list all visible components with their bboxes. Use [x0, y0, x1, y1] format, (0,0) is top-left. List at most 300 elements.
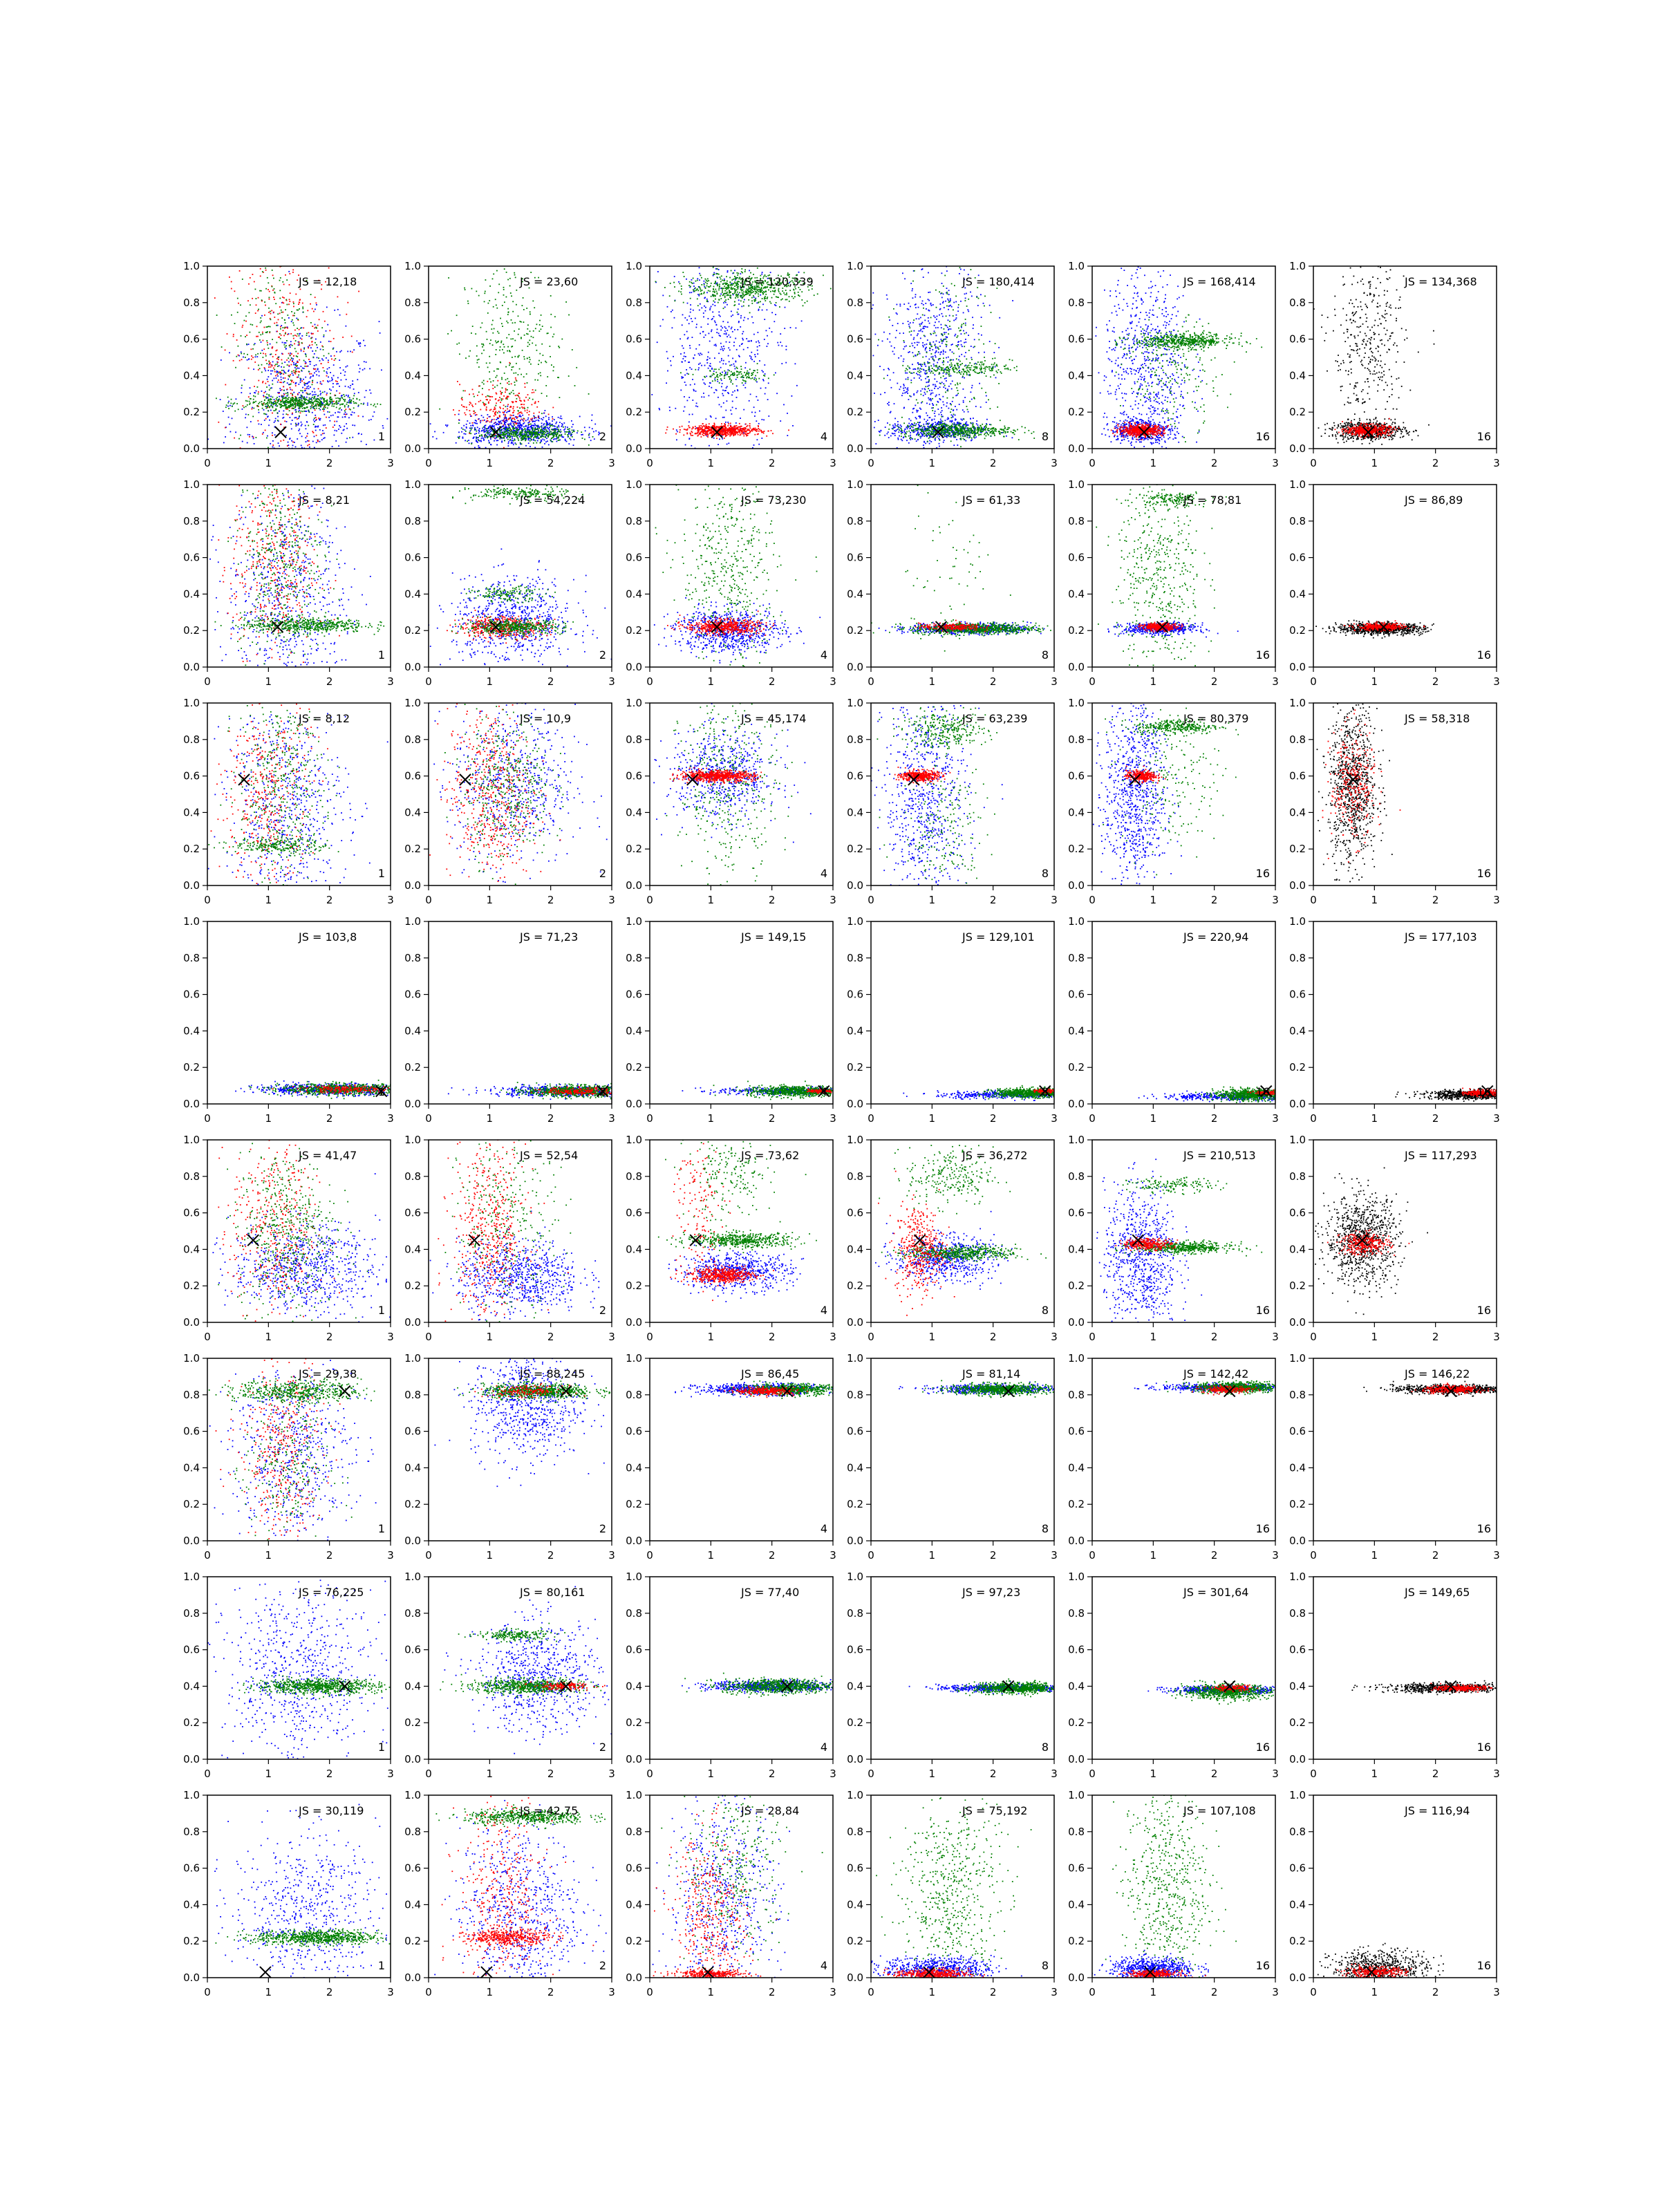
data-point: [722, 288, 723, 290]
data-point: [253, 438, 254, 440]
data-point: [330, 397, 331, 398]
data-point: [657, 271, 659, 272]
data-point: [751, 352, 752, 353]
data-point: [300, 390, 301, 391]
data-point: [739, 346, 740, 347]
data-point: [500, 438, 501, 440]
data-point: [547, 333, 548, 335]
data-point: [305, 437, 306, 438]
data-point: [515, 277, 516, 279]
data-point: [270, 344, 271, 345]
data-point: [518, 447, 520, 448]
data-point: [248, 396, 250, 397]
data-point: [466, 427, 467, 429]
x-tick-label: 1: [487, 457, 494, 469]
data-point: [347, 351, 348, 353]
data-point: [341, 350, 342, 352]
data-point: [315, 398, 317, 400]
data-point: [731, 270, 732, 272]
data-point: [223, 411, 224, 412]
data-point: [507, 346, 509, 348]
data-point: [727, 374, 728, 375]
data-point: [268, 381, 269, 382]
data-point: [727, 292, 728, 293]
data-point: [715, 299, 716, 300]
data-point: [701, 354, 702, 355]
data-point: [273, 297, 274, 298]
data-point: [693, 283, 695, 284]
data-point: [519, 368, 521, 370]
data-point: [258, 380, 259, 382]
data-point: [789, 290, 791, 291]
data-point: [695, 348, 697, 350]
data-point: [324, 335, 325, 336]
data-point: [713, 291, 714, 292]
data-point: [500, 402, 501, 403]
data-point: [731, 316, 732, 317]
data-point: [274, 299, 275, 300]
data-point: [703, 293, 704, 294]
data-point: [327, 407, 328, 409]
data-point: [712, 304, 713, 306]
data-point: [299, 308, 300, 310]
data-point: [226, 404, 227, 406]
data-point: [290, 359, 291, 361]
data-point: [568, 315, 570, 316]
data-point: [732, 331, 733, 332]
data-point: [790, 327, 791, 328]
data-point: [324, 433, 325, 434]
data-point: [314, 353, 315, 355]
data-point: [538, 401, 539, 402]
data-point: [526, 308, 527, 309]
data-point: [726, 387, 727, 388]
data-point: [527, 328, 528, 330]
data-point: [469, 432, 471, 433]
data-point: [339, 367, 341, 368]
data-point: [434, 431, 435, 433]
data-point: [546, 424, 547, 426]
data-point: [317, 403, 318, 404]
data-point: [281, 370, 283, 371]
data-point: [339, 351, 341, 353]
data-point: [567, 431, 568, 433]
data-point: [718, 290, 720, 291]
data-point: [328, 268, 330, 269]
data-point: [474, 427, 476, 429]
data-point: [270, 326, 271, 328]
data-point: [529, 422, 530, 423]
data-point: [726, 334, 727, 335]
data-point: [537, 428, 538, 429]
data-point: [489, 430, 490, 431]
data-point: [509, 433, 510, 435]
data-point: [279, 298, 281, 299]
data-point: [302, 308, 303, 310]
data-point: [352, 352, 353, 353]
data-point: [744, 367, 746, 368]
data-point: [732, 391, 733, 393]
data-point: [705, 310, 706, 312]
data-point: [509, 411, 510, 412]
data-point: [553, 334, 554, 335]
data-point: [354, 393, 355, 394]
data-point: [674, 276, 675, 277]
data-point: [738, 314, 740, 315]
data-point: [755, 412, 756, 413]
data-point: [290, 341, 292, 342]
data-point: [760, 291, 761, 292]
data-point: [518, 356, 519, 357]
data-point: [568, 435, 569, 437]
data-point: [317, 398, 319, 400]
data-point: [576, 367, 577, 368]
data-point: [342, 337, 344, 338]
data-point: [527, 431, 528, 433]
data-point: [695, 426, 696, 427]
data-point: [531, 428, 532, 429]
data-point: [284, 405, 285, 406]
data-point: [290, 397, 292, 399]
data-point: [556, 435, 557, 437]
data-point: [344, 413, 345, 415]
data-point: [760, 294, 761, 296]
data-point: [738, 299, 740, 301]
data-point: [352, 380, 353, 382]
data-point: [737, 274, 738, 276]
data-point: [294, 406, 296, 407]
data-point: [317, 330, 319, 332]
data-point: [280, 424, 281, 425]
data-point: [287, 398, 288, 400]
data-point: [479, 435, 480, 436]
data-point: [533, 432, 534, 433]
data-point: [301, 445, 302, 447]
data-point: [778, 290, 779, 291]
data-point: [734, 285, 735, 287]
data-point: [283, 284, 285, 285]
data-point: [682, 358, 684, 359]
data-point: [753, 322, 754, 324]
data-point: [471, 288, 473, 290]
data-point: [300, 382, 301, 383]
data-point: [532, 430, 534, 431]
data-point: [713, 392, 715, 393]
data-point: [290, 387, 291, 388]
data-point: [710, 308, 711, 309]
data-point: [462, 397, 463, 398]
data-point: [265, 397, 267, 399]
data-point: [368, 420, 370, 421]
data-point: [561, 415, 562, 417]
data-point: [225, 406, 227, 408]
data-point: [297, 333, 299, 335]
data-point: [289, 273, 290, 274]
data-point: [714, 345, 715, 346]
data-point: [266, 407, 268, 409]
data-point: [456, 442, 457, 444]
data-point: [512, 421, 514, 422]
data-point: [514, 435, 516, 437]
data-point: [756, 420, 757, 422]
data-point: [547, 433, 548, 434]
data-point: [258, 309, 259, 310]
data-point: [346, 366, 347, 368]
data-point: [310, 377, 311, 379]
data-point: [533, 415, 534, 417]
data-point: [534, 307, 535, 308]
data-point: [302, 396, 303, 397]
data-point: [348, 405, 349, 406]
data-point: [502, 434, 503, 435]
data-point: [348, 402, 349, 403]
data-point: [794, 290, 795, 291]
data-point: [301, 350, 302, 352]
data-point: [277, 362, 279, 363]
data-point: [533, 330, 534, 332]
data-point: [720, 298, 722, 299]
data-point: [515, 401, 516, 402]
data-point: [319, 429, 321, 431]
data-point: [701, 396, 702, 397]
data-point: [513, 415, 514, 416]
data-point: [533, 440, 534, 441]
data-point: [785, 307, 786, 308]
data-point: [503, 289, 505, 290]
data-point: [521, 427, 522, 429]
data-point: [711, 319, 713, 320]
data-point: [539, 353, 541, 355]
data-point: [358, 433, 359, 434]
data-point: [764, 297, 765, 299]
data-point: [803, 272, 805, 274]
data-point: [760, 301, 761, 303]
data-point: [563, 422, 565, 424]
data-point: [277, 375, 279, 377]
data-point: [717, 283, 718, 285]
data-point: [513, 429, 514, 430]
data-point: [299, 429, 300, 430]
data-point: [263, 402, 265, 404]
data-point: [509, 362, 510, 364]
data-point: [478, 433, 480, 434]
data-point: [529, 330, 531, 332]
data-point: [476, 437, 478, 438]
data-point: [547, 431, 549, 432]
data-point: [326, 371, 328, 373]
data-point: [253, 399, 254, 400]
data-point: [726, 287, 727, 288]
data-point: [713, 286, 715, 288]
data-point: [522, 350, 523, 351]
data-point: [505, 420, 507, 422]
data-point: [757, 353, 758, 355]
data-point: [500, 391, 501, 392]
data-point: [275, 303, 276, 304]
data-point: [491, 419, 493, 420]
data-point: [487, 395, 488, 397]
data-point: [338, 403, 339, 404]
data-point: [546, 362, 547, 363]
data-point: [735, 297, 736, 299]
data-point: [556, 438, 557, 440]
data-point: [529, 344, 530, 345]
data-point: [488, 303, 489, 304]
data-point: [306, 435, 308, 437]
data-point: [328, 417, 330, 418]
data-point: [512, 408, 514, 409]
data-point: [482, 438, 484, 439]
data-point: [514, 442, 516, 444]
data-point: [317, 427, 319, 428]
data-point: [349, 437, 350, 438]
data-point: [519, 436, 521, 438]
data-point: [323, 311, 324, 312]
data-point: [782, 290, 783, 292]
data-point: [245, 417, 246, 418]
data-point: [724, 285, 725, 287]
data-point: [745, 380, 747, 382]
data-point: [516, 363, 517, 364]
data-point: [327, 380, 328, 382]
data-point: [537, 440, 538, 442]
data-point: [509, 435, 511, 437]
data-point: [735, 291, 736, 292]
data-point: [346, 428, 348, 429]
data-point: [312, 397, 313, 398]
data-point: [509, 278, 511, 279]
data-point: [271, 353, 272, 355]
data-point: [329, 330, 330, 331]
data-point: [785, 290, 787, 291]
data-point: [727, 386, 728, 387]
data-point: [259, 368, 261, 369]
data-point: [305, 407, 306, 409]
y-tick-label: 1.0: [404, 260, 421, 272]
data-point: [277, 413, 279, 414]
data-point: [276, 358, 278, 359]
data-point: [538, 360, 540, 362]
data-point: [332, 415, 334, 416]
data-point: [262, 271, 263, 272]
data-point: [486, 409, 487, 410]
data-point: [758, 342, 760, 344]
data-point: [296, 363, 297, 364]
data-point: [699, 310, 700, 311]
data-point: [712, 380, 713, 382]
data-point: [572, 427, 573, 428]
data-point: [358, 392, 359, 393]
data-point: [579, 416, 581, 418]
data-point: [496, 375, 498, 377]
data-point: [706, 376, 707, 377]
data-point: [688, 414, 690, 415]
data-point: [529, 397, 530, 399]
data-point: [268, 447, 269, 449]
data-point: [731, 413, 733, 415]
data-point: [306, 388, 308, 389]
data-point: [303, 411, 305, 412]
data-point: [313, 432, 315, 433]
data-point: [506, 297, 507, 298]
data-point: [521, 406, 523, 408]
data-point: [482, 394, 483, 395]
data-point: [758, 378, 760, 379]
data-point: [241, 388, 243, 389]
data-point: [260, 276, 261, 277]
data-point: [266, 363, 268, 364]
data-point: [717, 381, 718, 382]
data-point: [541, 440, 542, 442]
data-point: [326, 393, 328, 394]
data-point: [692, 321, 693, 322]
data-point: [478, 359, 480, 360]
data-point: [505, 366, 507, 368]
data-point: [353, 349, 355, 350]
data-point: [470, 433, 471, 434]
data-point: [493, 426, 494, 427]
data-point: [577, 432, 578, 433]
data-point: [706, 285, 708, 287]
data-point: [729, 292, 730, 294]
data-point: [573, 444, 574, 446]
data-point: [292, 270, 294, 271]
data-point: [337, 297, 339, 298]
js-score-label: JS = 12,18: [298, 275, 357, 288]
x-tick-label: 2: [326, 457, 333, 469]
data-point: [322, 403, 324, 404]
data-point: [736, 272, 738, 274]
data-point: [302, 391, 303, 392]
data-point: [305, 377, 306, 378]
data-point: [733, 373, 734, 375]
data-point: [276, 350, 277, 352]
data-point: [725, 364, 727, 365]
data-point: [323, 397, 324, 399]
data-point: [715, 322, 716, 324]
data-point: [516, 304, 517, 306]
data-point: [530, 272, 532, 273]
data-point: [511, 383, 512, 384]
data-point: [292, 445, 294, 447]
data-point: [283, 371, 285, 373]
data-point: [484, 301, 485, 303]
data-point: [290, 379, 292, 381]
data-point: [462, 406, 464, 407]
data-point: [745, 292, 747, 293]
data-point: [751, 375, 752, 376]
data-point: [685, 384, 686, 386]
data-point: [724, 417, 725, 418]
data-point: [744, 271, 746, 272]
data-point: [272, 397, 274, 398]
data-point: [521, 411, 522, 413]
data-point: [510, 292, 512, 294]
data-point: [330, 393, 331, 394]
data-point: [770, 272, 771, 273]
data-point: [242, 326, 243, 328]
data-point: [727, 293, 728, 294]
data-point: [682, 376, 683, 377]
data-point: [705, 307, 706, 308]
data-point: [483, 350, 485, 351]
data-point: [330, 420, 331, 422]
data-point: [516, 434, 517, 435]
data-point: [307, 386, 308, 388]
data-point: [247, 414, 249, 415]
data-point: [503, 353, 505, 354]
data-point: [478, 401, 480, 402]
